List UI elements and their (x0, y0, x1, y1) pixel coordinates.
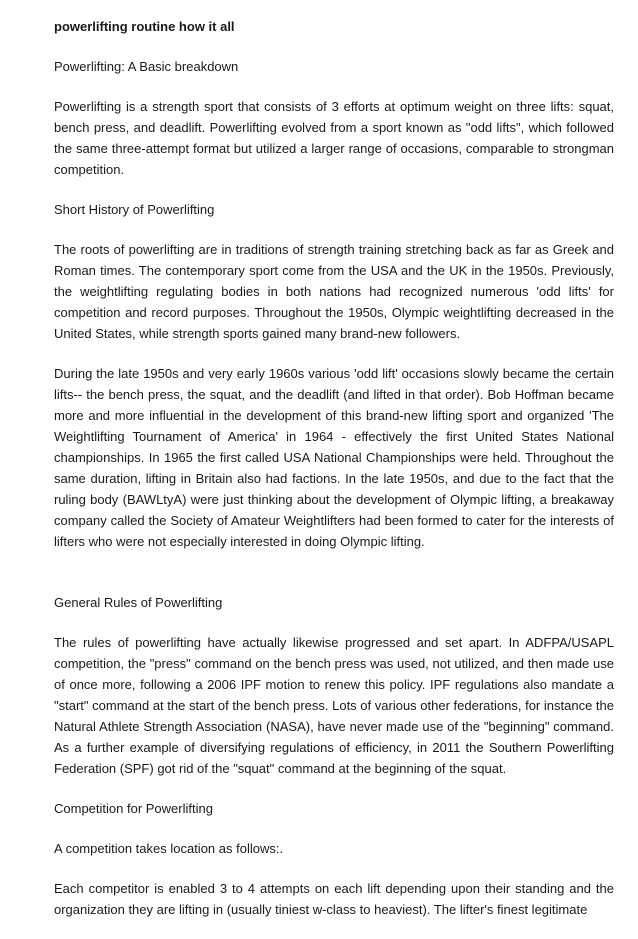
paragraph-history-1950s-1960s: During the late 1950s and very early 1960s various 'odd lift' occasions slowly became the certain lifts-- the bench press, the squat, and the deadlift (and lifted in that order). Bob Hoffman became more and more influential in the development of this brand-new lifting sport and organized 'The Weightlifting Tournament of America' in 1964 - effectively the first United States National championships. In 1965 the first called USA National Championships were held. Throughout the same duration, lifting in Britain also had factions. In the late 1950s, and due to the fact that the ruling body (BAWLtyA) were just thinking about the development of Olympic lifting, a breakaway company called the Society of Amateur Weightlifters had been formed to cater for the interests of lifters who were not especially interested in doing Olympic lifting. (54, 366, 614, 549)
paragraph-competition-attempts: Each competitor is enabled 3 to 4 attempts on each lift depending upon their standing and the organization they are lifting in (usually tiniest w-class to heaviest). The lifter's finest legitimate (54, 881, 614, 917)
section-heading-short-history: Short History of Powerlifting (54, 202, 215, 217)
section-heading-basic-breakdown: Powerlifting: A Basic breakdown (54, 59, 239, 74)
paragraph-history-roots: The roots of powerlifting are in traditions of strength training stretching back as far as Greek and Roman times. The contemporary sport come from the USA and the UK in the 1950s. Previously, the weightlifting regulating bodies in both nations had recognized numerous 'odd lifts' for competition and record purposes. Throughout the 1950s, Olympic weightlifting decreased in the United States, while strength sports gained many brand-new followers. (54, 242, 614, 341)
paragraph-basic-breakdown: Powerlifting is a strength sport that consists of 3 efforts at optimum weight on three lifts: squat, bench press, and deadlift. Powerlifting evolved from a sport known as "odd lifts", which followed the same three-attempt format but utilized a larger range of occasions, comparable to strongman competition. (54, 99, 614, 177)
section-heading-competition: Competition for Powerlifting (54, 801, 213, 816)
document-page (54, 16, 614, 939)
paragraph-competition-intro: A competition takes location as follows:. (54, 841, 284, 856)
paragraph-general-rules: The rules of powerlifting have actually likewise progressed and set apart. In ADFPA/USAPL competition, the "press" command on the bench press was used, not utilized, and then made use of once more, following a 2006 IPF motion to renew this policy. IPF regulations also mandate a "start" command at the start of the bench press. Lots of various other federations, for instance the Natural Athlete Strength Association (NASA), have never made use of the "beginning" command. As a further example of diversifying regulations of efficiency, in 2011 the Southern Powerlifting Federation (SPF) got rid of the "squat" command at the beginning of the squat. (54, 635, 614, 776)
document-title: powerlifting routine how it all (54, 19, 235, 34)
section-heading-general-rules: General Rules of Powerlifting (54, 595, 223, 610)
